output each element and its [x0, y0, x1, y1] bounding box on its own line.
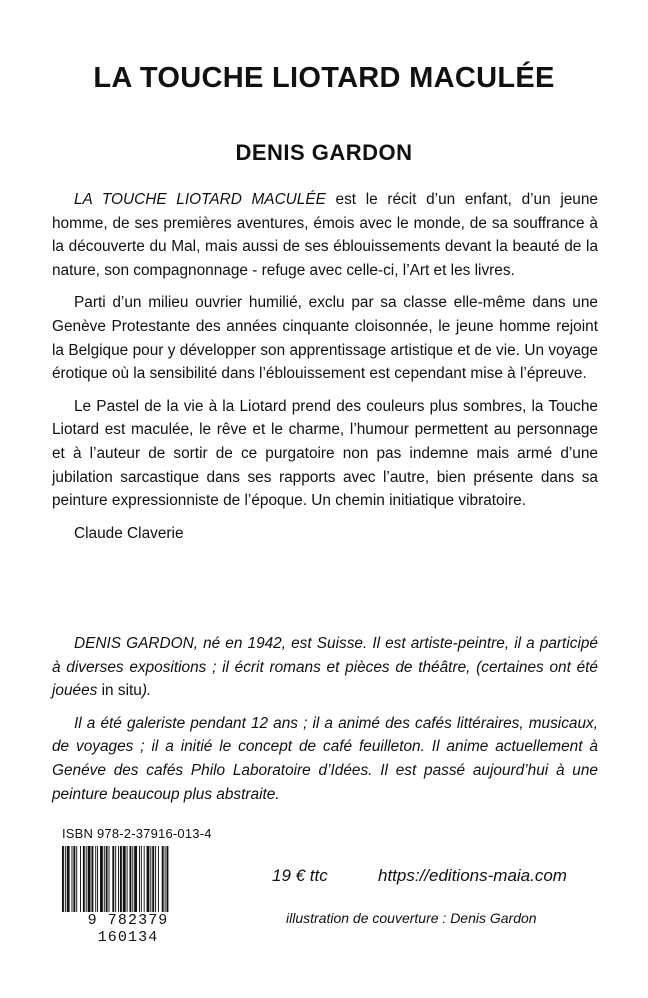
barcode-digits: 9 782379 160134	[60, 912, 196, 946]
publisher-url: https://editions-maia.com	[378, 866, 567, 885]
blurb-p1-text: est le récit d’un enfant, d’un jeune homme, de ses premières aventures, émois avec le monde, de sa souffrance à la découverte du Mal, mais aussi de ses éblouissements devant la beauté de la nature, son compagnonnage - refuge avec celle-ci, l’Art et les livres.	[52, 191, 598, 279]
bio-paragraph-1	[52, 632, 598, 703]
isbn-text: ISBN 978-2-37916-013-4	[62, 826, 212, 841]
author-name: DENIS GARDON	[235, 140, 413, 165]
cover-credit: illustration de couverture : Denis Gardon	[286, 910, 537, 926]
bio-p1-a: DENIS GARDON, né en 1942, est Suisse. Il est artiste-peintre, il a participé à diverses expositions ; il écrit romans et pièces de théâtre, (certaines ont été jouées	[52, 635, 598, 700]
price: 19 € ttc	[272, 866, 328, 885]
blurb-paragraph-3: Le Pastel de la vie à la Liotard prend des couleurs plus sombres, la Touche Liotard est maculée, le rêve et le charme, l’humour permettent au personnage et à l’auteur de sortir de ce purgatoire non pas indemne mais armé d’une jubilation sarcastique dans ses rapports avec l’autre, bien présente dans sa peinture expressionniste de l’époque. Un chemin initiatique vibratoire.	[52, 397, 598, 510]
blurb-paragraph-1	[52, 188, 598, 282]
bio-p1-b: in situ	[97, 682, 142, 700]
bio-paragraph-2: Il a été galeriste pendant 12 ans ; il a animé des cafés littéraires, musicaux, de voyages ; il a initié le concept de café feuilleton. Il anime actuellement à Genéve des cafés Philo Laboratoire d’Idées. Il est passé aujourd’hui à une peinture beaucoup plus abstraite.	[52, 714, 598, 803]
blurb	[52, 188, 598, 554]
author-bio	[52, 632, 598, 815]
bio-p1-c: ).	[141, 682, 152, 700]
book-title: LA TOUCHE LIOTARD MACULÉE	[93, 62, 555, 94]
blurb-title-italic: LA TOUCHE LIOTARD MACULÉE	[74, 191, 326, 208]
blurb-signature: Claude Claverie	[74, 524, 184, 542]
blurb-paragraph-2: Parti d’un milieu ouvrier humilié, exclu par sa classe elle-même dans une Genève Protestante des années cinquante cloisonnée, le jeune homme rejoint la Belgique pour y développer son apprentissage artistique et de vie. Un voyage érotique où la sensibilité dans l’éblouissement est cependant mise à l’épreuve.	[52, 294, 598, 383]
